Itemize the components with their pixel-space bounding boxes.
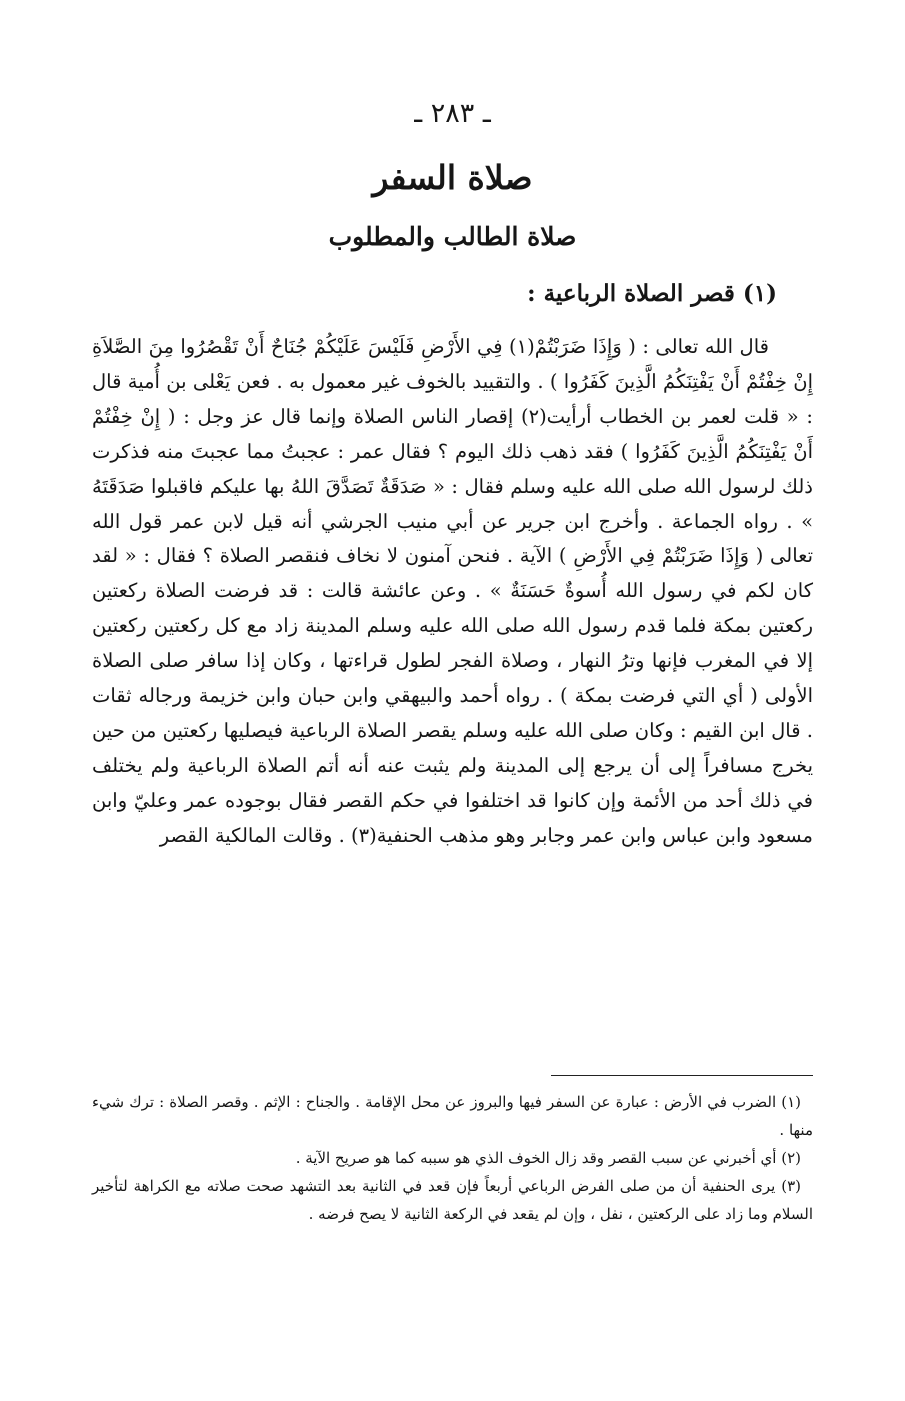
footnote-1: (١) الضرب في الأرض : عبارة عن السفر فيها والبروز عن محل الإقامة . والجناح : الإثم . وقصر الصلاة : ترك شيء منها . (92, 1093, 813, 1139)
section-heading: (١) قصر الصلاة الرباعية : (527, 280, 777, 307)
footnote-3: (٣) يرى الحنفية أن من صلى الفرض الرباعي أربعاً فإن قعد في الثانية بعد التشهد صحت صلاته مع الكراهة لتأخير السلام وما زاد على الركعتين ، نفل ، وإن لم يقعد في الركعة الثانية لا يصح فرضه . (92, 1177, 813, 1223)
body-text (92, 330, 813, 854)
footnote-divider (551, 1075, 813, 1076)
footnote-2: (٢) أي أخبرني عن سبب القصر وقد زال الخوف الذي هو سببه كما هو صريح الآية . (295, 1149, 801, 1167)
chapter-subtitle: صلاة الطالب والمطلوب (328, 222, 577, 251)
page-number: ـ ٢٨٣ ـ (414, 98, 491, 129)
chapter-title: صلاة السفر (372, 158, 533, 197)
body-paragraph: قال الله تعالى : ( وَإِذَا ضَرَبْتُمْ(١) فِي الأَرْضِ فَلَيْسَ عَلَيْكُمْ جُنَاحٌ أَنْ تَقْصُرُوا مِنَ الصَّلاَةِ إِنْ خِفْتُمْ أَنْ يَفْتِنَكُمُ الَّذِينَ كَفَرُوا ) . والتقييد بالخوف غير معمول به . فعن يَعْلى بن أُمية قال : « قلت لعمر بن الخطاب أرأيت(٢) إقصار الناس الصلاة وإنما قال عز وجل : ( إِنْ خِفْتُمْ أَنْ يَفْتِنَكُمُ الَّذِينَ كَفَرُوا ) فقد ذهب ذلك اليوم ؟ فقال عمر : عجبتُ مما عجبتَ منه فذكرت ذلك لرسول الله صلى الله عليه وسلم فقال : « صَدَقَةٌ تَصَدَّقَ اللهُ بها عليكم فاقبلوا صَدَقَتَهُ » . رواه الجماعة . وأخرج ابن جرير عن أبي منيب الجرشي أنه قيل لابن عمر قول الله تعالى ( وَإِذَا ضَرَبْتُمْ فِي الأَرْضِ ) الآية . فنحن آمنون لا نخاف فنقصر الصلاة ؟ فقال : « لقد كان لكم في رسول الله أُسوةٌ حَسَنَةٌ » . وعن عائشة قالت : قد فرضت الصلاة ركعتين ركعتين بمكة فلما قدم رسول الله صلى الله عليه وسلم المدينة زاد مع كل ركعتين ركعتين إلا في المغرب فإنها وترُ النهار ، وصلاة الفجر لطول قراءتها ، وكان إذا سافر صلى الصلاة الأولى ( أي التي فرضت بمكة ) . رواه أحمد والبيهقي وابن حبان وابن خزيمة ورجاله ثقات . قال ابن القيم : وكان صلى الله عليه وسلم يقصر الصلاة الرباعية فيصليها ركعتين من حين يخرج مسافراً إلى أن يرجع إلى المدينة ولم يثبت عنه أنه أتم الصلاة الرباعية ولم يختلف في ذلك أحد من الأئمة وإن كانوا قد اختلفوا في حكم القصر فقال بوجوده عمر وعليّ وابن مسعود وابن عباس وابن عمر وجابر وهو مذهب الحنفية(٣) . وقالت المالكية القصر (92, 335, 813, 847)
footnotes (92, 1088, 813, 1228)
